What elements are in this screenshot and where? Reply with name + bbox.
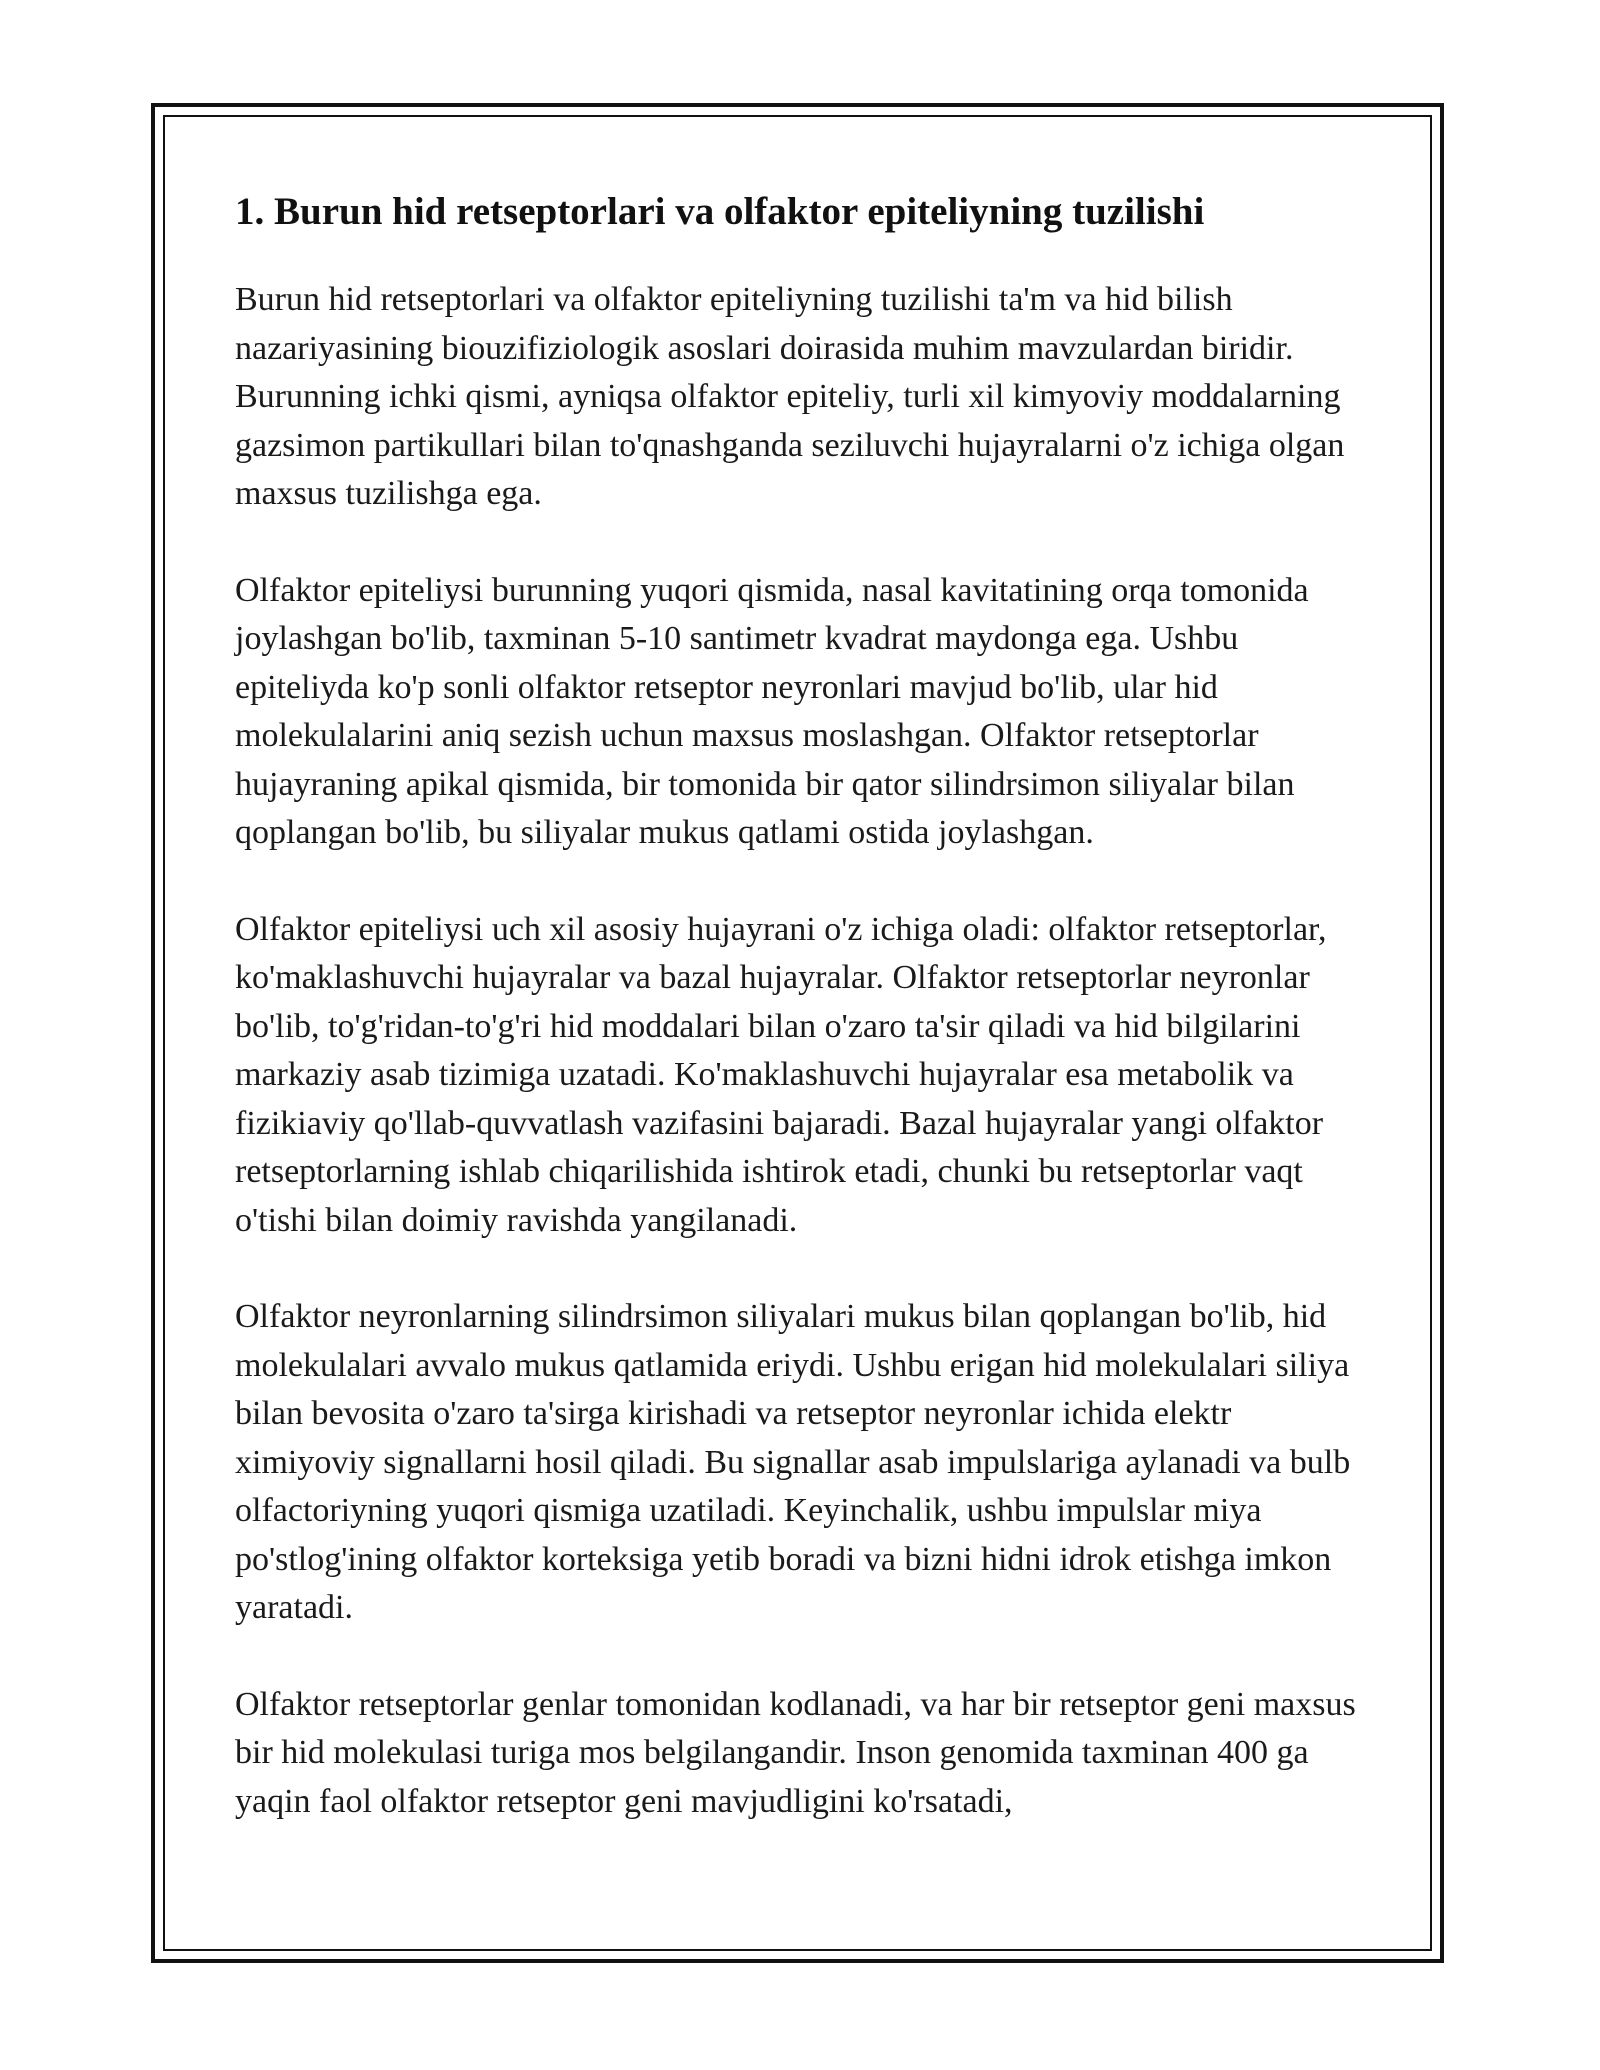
paragraph-4: Olfaktor neyronlarning silindrsimon siliyalari mukus bilan qoplangan bo'lib, hid molekulalari avvalo mukus qatlamida eriydi. Ushbu erigan hid molekulalari siliya bilan bevosita o'zaro ta'sirga kirishadi va retseptor neyronlar ichida elektr ximiyoviy signallarni hosil qiladi. Bu signallar asab impulslariga aylanadi va bulb olfactoriyning yuqori qismiga uzatiladi. Keyinchalik, ushbu impulslar miya po'stlog'ining olfaktor korteksiga yetib boradi va bizni hidni idrok etishga imkon yaratadi. (235, 1298, 1351, 1626)
document-body (235, 186, 1370, 1874)
section-heading: 1. Burun hid retseptorlari va olfaktor epiteliyning tuzilishi (235, 190, 1205, 233)
paragraph-3: Olfaktor epiteliysi uch xil asosiy hujayrani o'z ichiga oladi: olfaktor retseptorlar, ko'maklashuvchi hujayralar va bazal hujayralar. Olfaktor retseptorlar neyronlar bo'lib, to'g'ridan-to'g'ri hid moddalari bilan o'zaro ta'sir qiladi va hid bilgilarini markaziy asab tizimiga uzatadi. Ko'maklashuvchi hujayralar esa metabolik va fizikiaviy qo'llab-quvvatlash vazifasini bajaradi. Bazal hujayralar yangi olfaktor retseptorlarning ishlab chiqarilishida ishtirok etadi, chunki bu retseptorlar vaqt o'tishi bilan doimiy ravishda yangilanadi. (235, 910, 1327, 1239)
paragraph-2: Olfaktor epiteliysi burunning yuqori qismida, nasal kavitatining orqa tomonida joylashgan bo'lib, taxminan 5-10 santimetr kvadrat maydonga ega. Ushbu epiteliyda ko'p sonli olfaktor retseptor neyronlari mavjud bo'lib, ular hid molekulalarini aniq sezish uchun maxsus moslashgan. Olfaktor retseptorlar hujayraning apikal qismida, bir tomonida bir qator silindrsimon siliyalar bilan qoplangan bo'lib, bu siliyalar mukus qatlami ostida joylashgan. (235, 571, 1309, 851)
paragraph-5: Olfaktor retseptorlar genlar tomonidan kodlanadi, va har bir retseptor geni maxsus bir hid molekulasi turiga mos belgilangandir. Inson genomida taxminan 400 ga yaqin faol olfaktor retseptor geni mavjudligini ko'rsatadi, (235, 1685, 1356, 1820)
paragraph-1: Burun hid retseptorlari va olfaktor epiteliyning tuzilishi ta'm va hid bilish nazariyasining biouzifiziologik asoslari doirasida muhim mavzulardan biridir. Burunning ichki qismi, ayniqsa olfaktor epiteliy, turli xil kimyoviy moddalarning gazsimon partikullari bilan to'qnashganda seziluvchi hujayralarni o'z ichiga olgan maxsus tuzilishga ega. (235, 281, 1345, 512)
